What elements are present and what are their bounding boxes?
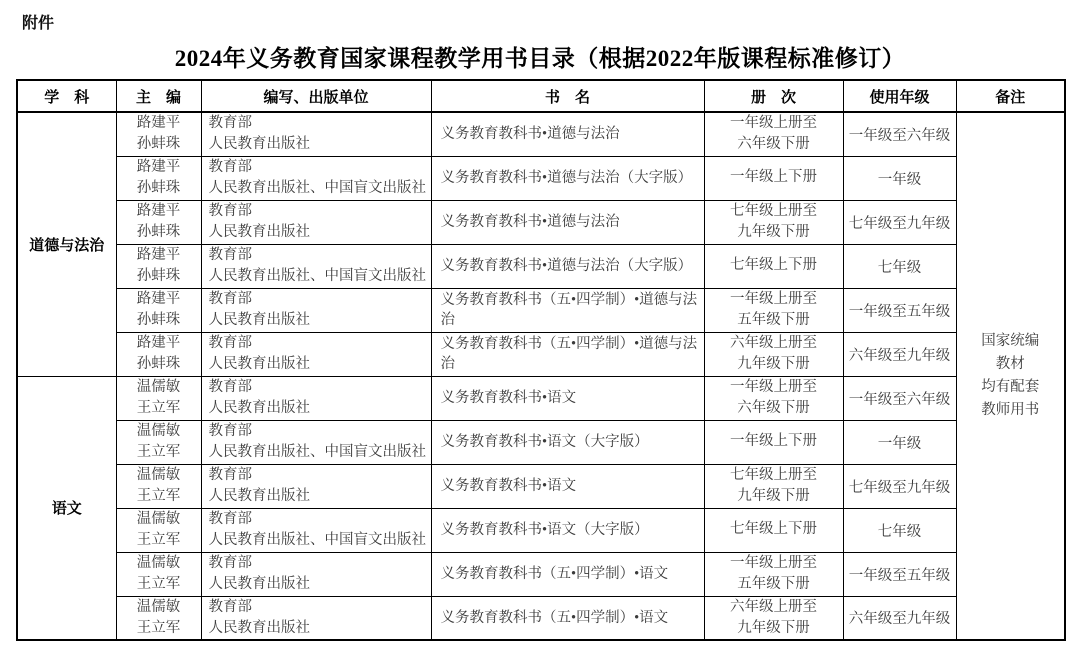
- editor-cell: 路建平 孙蚌珠: [116, 288, 201, 332]
- table-row: [17, 332, 1065, 376]
- publisher-cell: 教育部 人民教育出版社: [201, 464, 431, 508]
- grade-cell: 七年级至九年级: [843, 200, 956, 244]
- publisher-cell: 教育部 人民教育出版社: [201, 552, 431, 596]
- grade-cell: 一年级至六年级: [843, 112, 956, 156]
- header-row: [17, 80, 1065, 112]
- volume-cell: 一年级上下册: [704, 156, 843, 200]
- publisher-cell: 教育部 人民教育出版社: [201, 288, 431, 332]
- editor-cell: 温儒敏 王立军: [116, 376, 201, 420]
- volume-cell: 七年级上册至 九年级下册: [704, 464, 843, 508]
- publisher-cell: 教育部 人民教育出版社: [201, 376, 431, 420]
- editor-cell: 温儒敏 王立军: [116, 508, 201, 552]
- table-row: [17, 508, 1065, 552]
- table-row: [17, 112, 1065, 156]
- page-title: 2024年义务教育国家课程教学用书目录（根据2022年版课程标准修订）: [174, 46, 906, 71]
- book-cell: 义务教育教科书（五•四学制）•语文: [431, 596, 704, 640]
- volume-cell: 七年级上下册: [704, 244, 843, 288]
- grade-cell: 六年级至九年级: [843, 596, 956, 640]
- editor-cell: 路建平 孙蚌珠: [116, 156, 201, 200]
- volume-cell: 七年级上册至 九年级下册: [704, 200, 843, 244]
- col-header-book: 书 名: [431, 80, 704, 112]
- table-row: [17, 200, 1065, 244]
- publisher-cell: 教育部 人民教育出版社、中国盲文出版社: [201, 508, 431, 552]
- volume-cell: 一年级上册至 六年级下册: [704, 376, 843, 420]
- editor-cell: 路建平 孙蚌珠: [116, 332, 201, 376]
- table-row: [17, 376, 1065, 420]
- book-cell: 义务教育教科书•语文: [431, 376, 704, 420]
- volume-cell: 七年级上下册: [704, 508, 843, 552]
- editor-cell: 温儒敏 王立军: [116, 420, 201, 464]
- col-header-subject: 学 科: [17, 80, 116, 112]
- volume-cell: 六年级上册至 九年级下册: [704, 596, 843, 640]
- grade-cell: 七年级: [843, 244, 956, 288]
- table-row: [17, 464, 1065, 508]
- publisher-cell: 教育部 人民教育出版社、中国盲文出版社: [201, 156, 431, 200]
- book-cell: 义务教育教科书（五•四学制）•道德与法治: [431, 288, 704, 332]
- table-row: [17, 156, 1065, 200]
- subject-cell: 道德与法治: [17, 112, 116, 376]
- publisher-cell: 教育部 人民教育出版社: [201, 200, 431, 244]
- grade-cell: 七年级至九年级: [843, 464, 956, 508]
- volume-cell: 一年级上册至 五年级下册: [704, 288, 843, 332]
- volume-cell: 一年级上册至 五年级下册: [704, 552, 843, 596]
- grade-cell: 七年级: [843, 508, 956, 552]
- book-cell: 义务教育教科书•道德与法治（大字版）: [431, 156, 704, 200]
- col-header-volume: 册 次: [704, 80, 843, 112]
- publisher-cell: 教育部 人民教育出版社、中国盲文出版社: [201, 420, 431, 464]
- table-row: [17, 288, 1065, 332]
- col-header-editor: 主 编: [116, 80, 201, 112]
- editor-cell: 路建平 孙蚌珠: [116, 200, 201, 244]
- publisher-cell: 教育部 人民教育出版社: [201, 596, 431, 640]
- grade-cell: 一年级: [843, 156, 956, 200]
- grade-cell: 一年级至五年级: [843, 288, 956, 332]
- editor-cell: 温儒敏 王立军: [116, 552, 201, 596]
- volume-cell: 一年级上下册: [704, 420, 843, 464]
- editor-cell: 路建平 孙蚌珠: [116, 244, 201, 288]
- book-cell: 义务教育教科书•道德与法治: [431, 112, 704, 156]
- subject-cell: 语文: [17, 376, 116, 640]
- book-cell: 义务教育教科书（五•四学制）•语文: [431, 552, 704, 596]
- editor-cell: 路建平 孙蚌珠: [116, 112, 201, 156]
- grade-cell: 一年级: [843, 420, 956, 464]
- col-header-remark: 备注: [956, 80, 1065, 112]
- attachment-label: 附件: [22, 15, 55, 32]
- remark-cell: 国家统编 教材 均有配套 教师用书: [956, 112, 1065, 640]
- publisher-cell: 教育部 人民教育出版社: [201, 112, 431, 156]
- col-header-grade: 使用年级: [843, 80, 956, 112]
- book-cell: 义务教育教科书•语文: [431, 464, 704, 508]
- book-cell: 义务教育教科书•道德与法治: [431, 200, 704, 244]
- table-row: [17, 244, 1065, 288]
- book-cell: 义务教育教科书•语文（大字版）: [431, 508, 704, 552]
- col-header-publisher: 编写、出版单位: [201, 80, 431, 112]
- textbook-catalog-table: [16, 79, 1066, 641]
- book-cell: 义务教育教科书•语文（大字版）: [431, 420, 704, 464]
- book-cell: 义务教育教科书（五•四学制）•道德与法治: [431, 332, 704, 376]
- grade-cell: 六年级至九年级: [843, 332, 956, 376]
- grade-cell: 一年级至六年级: [843, 376, 956, 420]
- volume-cell: 六年级上册至 九年级下册: [704, 332, 843, 376]
- publisher-cell: 教育部 人民教育出版社、中国盲文出版社: [201, 244, 431, 288]
- editor-cell: 温儒敏 王立军: [116, 596, 201, 640]
- table-row: [17, 552, 1065, 596]
- grade-cell: 一年级至五年级: [843, 552, 956, 596]
- table-row: [17, 420, 1065, 464]
- publisher-cell: 教育部 人民教育出版社: [201, 332, 431, 376]
- volume-cell: 一年级上册至 六年级下册: [704, 112, 843, 156]
- table-row: [17, 596, 1065, 640]
- book-cell: 义务教育教科书•道德与法治（大字版）: [431, 244, 704, 288]
- editor-cell: 温儒敏 王立军: [116, 464, 201, 508]
